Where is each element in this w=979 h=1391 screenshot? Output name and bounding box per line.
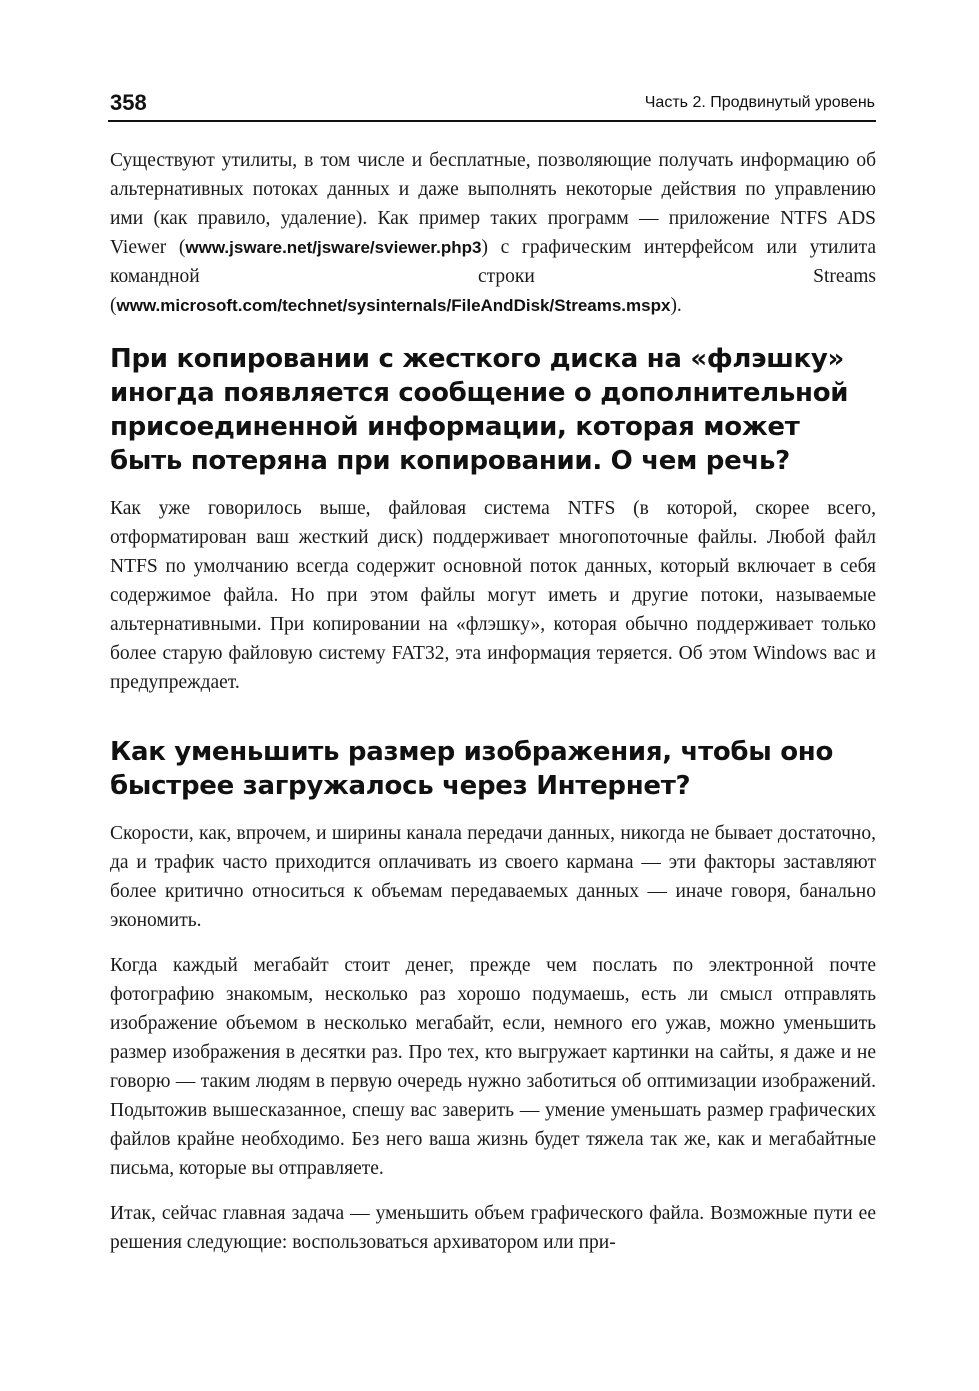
intro-text-3: ). (670, 295, 682, 316)
section-2-title: Как уменьшить размер изображения, чтобы оно быстрее загружалось через Интернет? (110, 737, 834, 801)
section-2-paragraph-1: Скорости, как, впрочем, и ширины канала передачи данных, никогда не бывает достаточно, да и трафик часто приходится оплачивать из своего кармана — эти факторы заставляют более критично относиться к объемам передаваемых данных — иначе говоря, банально экономить. (110, 823, 876, 931)
section-2-paragraph-3: Итак, сейчас главная задача — уменьшить объем графического файла. Возможные пути ее решения следующие: воспользоваться архиватором или при- (110, 1203, 876, 1253)
intro-text-1: Существуют утилиты, в том числе и бесплатные, позволяющие получать информацию об альтернативных потоках данных и даже выполнять некоторые действия по управлению ими (как правило, удаление). Как пример таких программ — приложение NTFS ADS Viewer ( (110, 150, 876, 258)
header-rule (108, 120, 876, 122)
page-number: 358 (110, 90, 147, 115)
intro-paragraph (110, 146, 876, 320)
link-sviewer[interactable]: www.jsware.net/jsware/sviewer.php3 (185, 238, 482, 257)
running-title: Часть 2. Продвинутый уровень (644, 94, 875, 111)
intro-text-2: ) с графическим интерфейсом или утилита командной строки Streams ( (110, 237, 876, 316)
link-streams[interactable]: www.microsoft.com/technet/sysinternals/FileAndDisk/Streams.mspx (116, 296, 671, 315)
section-1-paragraph: Как уже говорилось выше, файловая система NTFS (в которой, скорее всего, отформатирован ваш жесткий диск) поддерживает многопоточные файлы. Любой файл NTFS по умолчанию всегда содержит основной поток данных, который включает в себя содержимое файла. Но при этом файлы могут иметь и другие потоки, называемые альтернативными. При копировании на «флэшку», которая обычно поддерживает только более старую файловую систему FAT32, эта информация теряется. Об этом Windows вас и предупреждает. (110, 498, 876, 693)
section-1-title: При копировании с жесткого диска на «флэшку» иногда появляется сообщение о дополнительной присоединенной информации, которая может быть потеряна при копировании. О чем речь? (110, 344, 849, 476)
section-2-paragraph-2: Когда каждый мегабайт стоит денег, прежде чем послать по электронной почте фотографию знакомым, несколько раз хорошо подумаешь, есть ли смысл отправлять изображение объемом в несколько мегабайт, если, немного его ужав, можно уменьшить размер изображения в десятки раз. Про тех, кто выгружает картинки на сайты, я даже и не говорю — таким людям в первую очередь нужно заботиться об оптимизации изображений. Подытожив вышесказанное, спешу вас заверить — умение уменьшать размер графических файлов крайне необходимо. Без него ваша жизнь будет тяжела так же, как и мегабайтные письма, которые вы отправляете. (110, 955, 876, 1179)
page-content (110, 146, 876, 1273)
